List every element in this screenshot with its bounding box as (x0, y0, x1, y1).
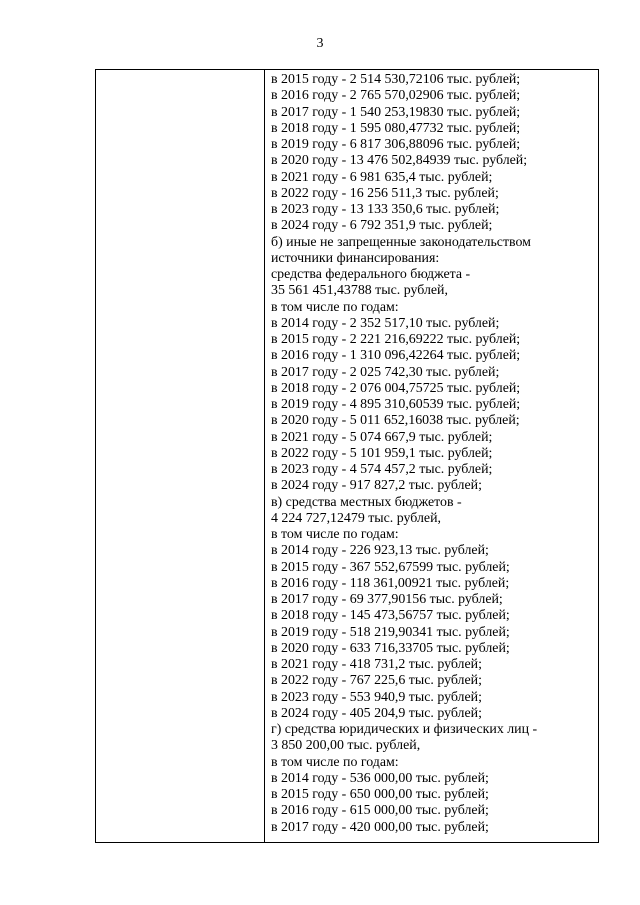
table-text-line: в 2020 году - 5 011 652,16038 тыс. рублей; (271, 413, 520, 429)
table-text-line: в 2023 году - 553 940,9 тыс. рублей; (271, 689, 482, 705)
table-text-line: в том числе по годам: (271, 527, 399, 542)
table-text-line: в 2019 году - 4 895 310,60539 тыс. рублей; (271, 397, 521, 412)
table-text-line: средства федерального бюджета - (271, 267, 471, 282)
table-text-line: в том числе по годам: (271, 299, 399, 315)
table-text-line: в 2017 году - 69 377,90156 тыс. рублей; (271, 592, 503, 607)
table-text-line: в 2018 году - 145 473,56757 тыс. рублей; (271, 608, 510, 624)
table-text-line: в 2022 году - 767 225,6 тыс. рублей; (271, 673, 482, 689)
table-text-line: в 2017 году - 420 000,00 тыс. рублей; (271, 819, 489, 835)
table-text-line: в 2019 году - 518 219,90341 тыс. рублей; (271, 624, 510, 640)
table-text-line: в 2016 году - 118 361,00921 тыс. рублей; (271, 575, 510, 591)
table-text-line: в 2024 году - 917 827,2 тыс. рублей; (271, 478, 482, 494)
table-text-line: в 2017 году - 1 540 253,19830 тыс. рублей; (271, 104, 521, 120)
table-text-line: б) иные не запрещенные законодательством (271, 234, 531, 250)
table-text-line: в 2015 году - 2 514 530,72106 тыс. рублей; (271, 72, 521, 87)
page-number: 3 (316, 36, 324, 51)
table-right-cell (271, 72, 594, 836)
table-text-line: в 2014 году - 536 000,00 тыс. рублей; (271, 770, 489, 786)
table-text-line: 4 224 727,12479 тыс. рублей, (271, 510, 441, 526)
table-text-line: в 2016 году - 1 310 096,42264 тыс. рублей; (271, 348, 521, 364)
table-text-line: в 2024 году - 405 204,9 тыс. рублей; (271, 705, 482, 721)
table-text-line: 35 561 451,43788 тыс. рублей, (271, 283, 448, 299)
table-text-line: 3 850 200,00 тыс. рублей, (271, 738, 421, 754)
table-text-line: в 2022 году - 5 101 959,1 тыс. рублей; (271, 445, 493, 461)
table-text-line: в 2016 году - 615 000,00 тыс. рублей; (271, 803, 489, 819)
table-text-line: в 2022 году - 16 256 511,3 тыс. рублей; (271, 185, 499, 201)
table-text-line: в 2020 году - 633 716,33705 тыс. рублей; (271, 640, 510, 656)
table-text-line: в 2015 году - 650 000,00 тыс. рублей; (271, 787, 489, 802)
table-text-line: в 2014 году - 226 923,13 тыс. рублей; (271, 543, 489, 559)
table-text-line: в 2018 году - 1 595 080,47732 тыс. рублей; (271, 120, 521, 136)
table-text-line: в 2019 году - 6 817 306,88096 тыс. рублей; (271, 137, 521, 152)
column-divider (264, 70, 265, 842)
table-text-line: в 2024 году - 6 792 351,9 тыс. рублей; (271, 218, 493, 234)
table-text-line: в 2017 году - 2 025 742,30 тыс. рублей; (271, 364, 500, 380)
table-left-cell (96, 70, 264, 842)
table-text-line: в) средства местных бюджетов - (271, 494, 462, 510)
table-text-line: в 2021 году - 5 074 667,9 тыс. рублей; (271, 429, 493, 445)
table-text-line: в 2014 году - 2 352 517,10 тыс. рублей; (271, 315, 500, 331)
document-table (95, 69, 599, 843)
table-text-line: в 2023 году - 13 133 350,6 тыс. рублей; (271, 202, 500, 217)
table-text-line: источники финансирования: (271, 250, 440, 266)
table-text-line: в 2015 году - 367 552,67599 тыс. рублей; (271, 559, 510, 575)
table-text-line: в 2015 году - 2 221 216,69222 тыс. рублей; (271, 332, 521, 347)
table-text-line: в том числе по годам: (271, 754, 399, 770)
table-text-line: в 2021 году - 6 981 635,4 тыс. рублей; (271, 169, 493, 185)
table-text-line: в 2020 году - 13 476 502,84939 тыс. рублей; (271, 153, 528, 169)
table-text-line: в 2023 году - 4 574 457,2 тыс. рублей; (271, 462, 493, 477)
table-text-line: в 2018 году - 2 076 004,75725 тыс. рублей; (271, 380, 521, 396)
table-text-line: в 2021 году - 418 731,2 тыс. рублей; (271, 657, 482, 672)
table-text-line: г) средства юридических и физических лиц - (271, 722, 538, 737)
table-text-line: в 2016 году - 2 765 570,02906 тыс. рублей; (271, 88, 521, 104)
